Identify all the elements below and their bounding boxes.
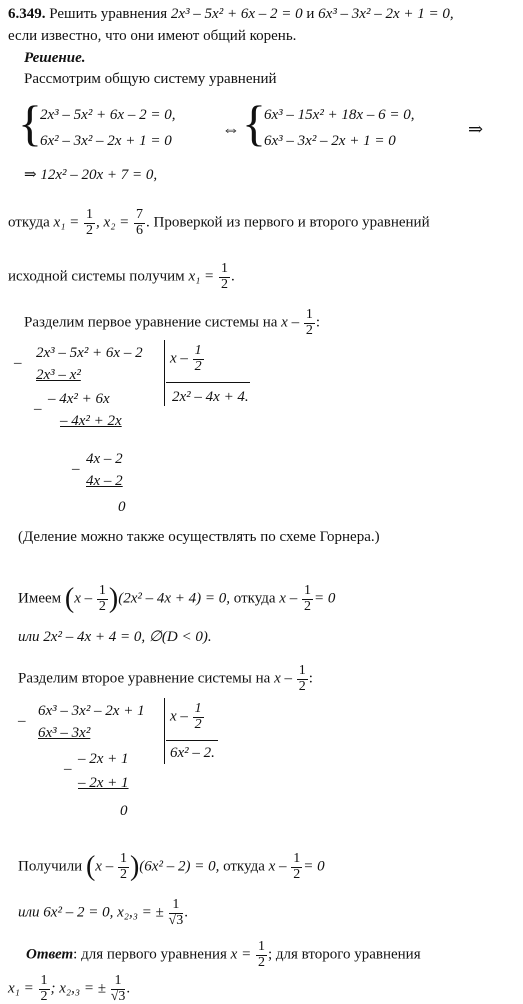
have2-rhs-num: 1 <box>293 851 301 866</box>
div2-divisor-den: 2 <box>298 678 306 694</box>
div1-divisor-fraction <box>304 308 315 338</box>
have1-rhs-end: = 0 <box>313 590 336 607</box>
answer-x1-num: 1 <box>40 973 48 988</box>
problem-text: Решить уравнения <box>49 6 171 22</box>
div2-vertical-rule <box>164 698 165 764</box>
answer-fraction <box>256 940 267 970</box>
or2-den: √3 <box>168 912 184 928</box>
division-2-intro <box>18 664 313 694</box>
div1-quotient-rule <box>166 382 250 383</box>
or-line-1: или 2x² – 4x + 4 = 0, ∅(D < 0). <box>18 629 212 645</box>
have2-num: 1 <box>119 851 127 866</box>
left-brace: { <box>18 95 42 151</box>
div2-divisor-num: 1 <box>298 663 306 678</box>
have-2-line: Получили (x – $\frac{1}{2}$ )(6x² – 2) = 0, откуда x – $\frac{1}{2}$ = 0 <box>18 851 325 883</box>
div1-dividend: 2x³ – 5x² + 6x – 2 <box>36 345 143 361</box>
check-den: 2 <box>220 276 228 292</box>
check-lhs: x₁ = <box>188 268 215 285</box>
div2-box-fraction <box>193 702 204 732</box>
div1-divisor-num: 1 <box>305 307 313 322</box>
or2-text: или 6x² – 2 = 0, x₂,₃ = ± <box>18 904 164 921</box>
div2-zero: 0 <box>120 803 128 819</box>
div1-box-fraction <box>193 344 204 374</box>
problem-statement <box>8 7 454 22</box>
have2-rhs-den: 2 <box>293 866 301 882</box>
or-line-2 <box>18 898 188 928</box>
answer-lhs: x = <box>230 946 252 963</box>
have2-rhs-x: x – <box>268 858 287 875</box>
div1-rem2: 4x – 2 <box>86 451 123 467</box>
have1-rhs-num: 1 <box>303 583 311 598</box>
x1-fraction <box>84 208 95 238</box>
have2-mid: откуда <box>219 858 269 875</box>
div1-minus: – <box>14 355 22 371</box>
div1-box-den: 2 <box>194 358 202 374</box>
answer-end: . <box>126 980 131 997</box>
answer-x23-num: 1 <box>111 974 126 990</box>
div2-quotient: 6x² – 2. <box>170 745 215 761</box>
have1-factor: (2x² – 4x + 4) = 0, <box>118 590 231 607</box>
div2-sub1: 6x³ – 3x² <box>38 725 91 741</box>
div2-divisor-lhs: x – <box>274 670 292 687</box>
check-line <box>8 262 235 292</box>
div1-box-lhs: x – <box>170 350 188 367</box>
have-1-line: Имеем (x – $\frac{1}{2}$ )(2x² – 4x + 4) = 0, откуда x – $\frac{1}{2}$ = 0 <box>18 583 336 615</box>
div2-box-lhs: x – <box>170 708 188 725</box>
equation-1: 2x³ – 5x² + 6x – 2 = 0 <box>170 6 303 22</box>
check-end: . <box>230 268 235 285</box>
system-left-row2: 6x² – 3x² – 2x + 1 = 0 <box>40 133 172 149</box>
div2-sub2: – 2x + 1 <box>78 775 129 791</box>
div1-sub2: – 4x² + 2x <box>60 413 122 429</box>
have2-den: 2 <box>119 866 127 882</box>
x1-den: 2 <box>86 222 94 238</box>
div1-rem1: – 4x² + 6x <box>48 391 110 407</box>
have1-rhs-den: 2 <box>303 598 311 614</box>
div1-minus-2: – <box>34 401 42 417</box>
div2-box-den: 2 <box>194 716 202 732</box>
div2-box-num: 1 <box>194 701 202 716</box>
horner-note: (Деление можно также осуществлять по схеме Горнера.) <box>18 529 380 545</box>
division-1-intro <box>24 308 320 338</box>
x1-num: 1 <box>86 207 94 222</box>
check-text: исходной системы получим <box>8 268 189 285</box>
div1-box-num: 1 <box>194 343 202 358</box>
div2-minus: – <box>18 713 26 729</box>
have1-den: 2 <box>98 598 106 614</box>
answer-den: 2 <box>257 954 265 970</box>
div2-rem1: – 2x + 1 <box>78 751 129 767</box>
have2-fraction <box>118 852 129 882</box>
problem-line-2: если известно, что они имеют общий корень. <box>8 28 297 44</box>
roots-line <box>8 208 430 238</box>
have2-x: x – <box>95 858 114 875</box>
result-equation: ⇒ 12x² – 20x + 7 = 0, <box>24 167 158 183</box>
div1-divisor-den: 2 <box>305 322 313 338</box>
have1-rhs-x: x – <box>279 590 298 607</box>
div1-intro-text: Разделим первое уравнение системы на <box>24 314 282 331</box>
answer-x23-den: √3 <box>110 988 126 1004</box>
have2-rhs-end: = 0 <box>303 858 325 875</box>
have1-x: x – <box>74 590 93 607</box>
roots-suffix: . Проверкой из первого и второго уравнений <box>146 214 430 231</box>
div1-minus-3: – <box>72 461 80 477</box>
intro-text: Рассмотрим общую систему уравнений <box>24 71 277 87</box>
have1-prefix: Имеем <box>18 590 65 607</box>
x2-lhs: , x₂ = <box>96 214 130 231</box>
answer-x1-den: 2 <box>40 988 48 1004</box>
div2-quotient-rule <box>166 740 218 741</box>
have2-factor: (6x² – 2) = 0, <box>139 858 220 875</box>
div1-divisor-lhs: x – <box>281 314 300 331</box>
div2-minus-2: – <box>64 761 72 777</box>
div1-zero: 0 <box>118 499 126 515</box>
have2-prefix: Получили <box>18 858 86 875</box>
system-right-row2: 6x³ – 3x² – 2x + 1 = 0 <box>264 133 396 149</box>
equivalence-symbol: ⇔ <box>222 119 240 139</box>
x2-num: 7 <box>136 207 144 222</box>
answer-line-1 <box>26 940 421 970</box>
equation-2: 6x³ – 3x² – 2x + 1 = 0, <box>318 6 454 22</box>
system-left-row1: 2x³ – 5x² + 6x – 2 = 0, <box>40 107 176 123</box>
check-num: 1 <box>220 261 228 276</box>
answer-num: 1 <box>257 939 265 954</box>
right-brace: { <box>242 95 266 151</box>
have1-num: 1 <box>98 583 106 598</box>
have1-rhs-fraction <box>302 584 313 614</box>
div1-quotient: 2x² – 4x + 4. <box>172 389 249 405</box>
or2-num: 1 <box>169 898 184 914</box>
connector: и <box>302 6 319 22</box>
implies-symbol: ⇒ <box>468 119 484 139</box>
div1-box-divisor <box>170 344 205 374</box>
div2-box-divisor <box>170 702 205 732</box>
or2-fraction <box>169 898 184 928</box>
answer-part-1: : для первого уравнения <box>73 946 231 963</box>
answer-label: Ответ <box>26 946 74 963</box>
div2-intro-end: : <box>308 670 313 687</box>
div1-sub1: 2x³ – x² <box>36 367 81 383</box>
or2-end: . <box>184 904 188 921</box>
x2-den: 6 <box>136 222 144 238</box>
div1-vertical-rule <box>164 340 165 406</box>
x2-fraction <box>134 208 145 238</box>
solution-label: Решение. <box>24 50 86 66</box>
x1-lhs: x₁ = <box>53 214 80 231</box>
have1-fraction <box>97 584 108 614</box>
check-fraction <box>219 262 230 292</box>
problem-number: 6.349. <box>8 6 46 22</box>
have1-mid: откуда <box>230 590 280 607</box>
div2-intro-text: Разделим второе уравнение системы на <box>18 670 275 687</box>
answer-x1-lhs: x₁ = <box>8 980 34 997</box>
answer-part-2: ; для второго уравнения <box>267 946 421 963</box>
div1-sub3: 4x – 2 <box>86 473 123 489</box>
have2-rhs-fraction <box>291 852 302 882</box>
div1-intro-end: : <box>315 314 320 331</box>
div2-dividend: 6x³ – 3x² – 2x + 1 <box>38 703 145 719</box>
roots-prefix: откуда <box>8 214 54 231</box>
div2-divisor-fraction <box>297 664 308 694</box>
system-right-row1: 6x³ – 15x² + 18x – 6 = 0, <box>264 107 415 123</box>
answer-x23-lhs: ; x₂,₃ = ± <box>50 980 106 997</box>
